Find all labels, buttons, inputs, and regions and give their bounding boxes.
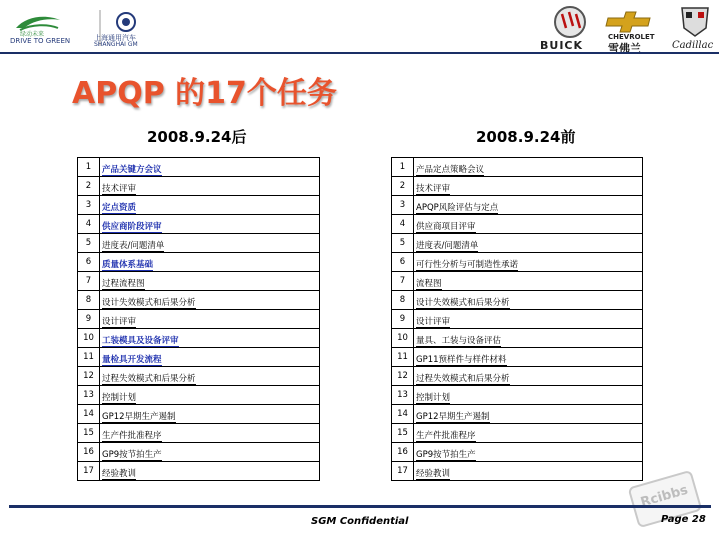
table-row [78,405,320,424]
task-number: 1 [392,158,414,177]
tasks-before-table [391,157,643,481]
task-number: 16 [392,443,414,462]
task-cell [414,462,643,481]
task-cell [100,424,320,443]
buick-label: BUICK [540,39,584,52]
table-row [78,443,320,462]
task-number: 5 [392,234,414,253]
task-name: 控制计划 [102,393,137,403]
table-row [392,196,643,215]
task-number: 15 [392,424,414,443]
task-name: 工装模具及设备评审 [102,336,179,346]
task-number: 3 [392,196,414,215]
task-number: 4 [78,215,100,234]
buick-emblem-icon [555,7,585,37]
table-row [78,158,320,177]
task-number: 2 [392,177,414,196]
task-name: 控制计划 [416,393,451,403]
table-row [78,386,320,405]
task-name: 过程失效模式和后果分析 [102,374,196,384]
table-row [78,424,320,443]
right-heading: 2008.9.24前 [476,128,576,146]
task-cell [100,272,320,291]
task-cell [414,310,643,329]
table-row [78,462,320,481]
table-row [392,158,643,177]
table-row [78,196,320,215]
task-number: 6 [392,253,414,272]
task-name: 流程图 [416,279,442,289]
chevrolet-cn-label: 雪佛兰 [608,42,641,55]
task-number: 7 [392,272,414,291]
table-row [78,272,320,291]
task-cell [100,462,320,481]
task-cell [100,443,320,462]
task-number: 12 [392,367,414,386]
table-row [78,329,320,348]
task-number: 6 [78,253,100,272]
task-name: 经验教训 [102,469,137,479]
task-number: 4 [392,215,414,234]
task-cell [414,405,643,424]
table-row [392,386,643,405]
table-row [392,443,643,462]
task-name: 供应商阶段评审 [102,222,162,232]
task-cell [100,177,320,196]
task-name: 生产件批准程序 [102,431,162,441]
svg-text:绿动未来: 绿动未来 [20,31,45,38]
task-cell [100,386,320,405]
task-cell [100,329,320,348]
task-cell [100,405,320,424]
cadillac-label: Cadillac [672,40,714,51]
task-number: 17 [392,462,414,481]
task-cell [414,177,643,196]
task-cell [100,196,320,215]
task-number: 14 [392,405,414,424]
task-name: 产品定点策略会议 [416,165,485,175]
chevrolet-label: CHEVROLET [608,33,655,41]
task-number: 11 [78,348,100,367]
task-number: 7 [78,272,100,291]
task-name: 技术评审 [102,184,137,194]
table-row [392,462,643,481]
task-name: 质量体系基础 [102,260,154,270]
left-heading: 2008.9.24后 [147,128,247,146]
task-name: 量检具开发流程 [102,355,162,365]
task-cell [414,272,643,291]
task-number: 10 [392,329,414,348]
task-cell [414,215,643,234]
task-cell [414,424,643,443]
task-number: 11 [392,348,414,367]
task-number: 5 [78,234,100,253]
task-cell [414,291,643,310]
task-cell [414,386,643,405]
header-rule [0,52,719,54]
task-number: 3 [78,196,100,215]
table-row [392,291,643,310]
shanghai-gm-en-text: SHANGHAI GM [94,41,138,48]
task-cell [414,348,643,367]
task-cell [414,329,643,348]
footer-rule [9,505,711,508]
page-title: APQP 的17个任务 [72,76,337,111]
task-cell [414,367,643,386]
task-name: GP9按节拍生产 [102,450,162,460]
task-cell [100,310,320,329]
table-row [78,215,320,234]
task-cell [100,291,320,310]
task-name: GP9按节拍生产 [416,450,476,460]
task-name: 产品关键方会议 [102,165,162,175]
task-cell [100,215,320,234]
task-cell [414,253,643,272]
table-row [78,253,320,272]
task-name: GP11预样件与样件材料 [416,355,507,365]
task-name: 设计评审 [102,317,137,327]
task-name: 量具、工装与设备评估 [416,336,502,346]
table-row [78,367,320,386]
task-cell [414,234,643,253]
task-cell [414,196,643,215]
task-number: 17 [78,462,100,481]
task-cell [100,234,320,253]
task-name: GP12早期生产遏制 [416,412,490,422]
table-row [392,253,643,272]
table-row [392,310,643,329]
table-row [78,348,320,367]
task-number: 2 [78,177,100,196]
table-row [78,310,320,329]
task-name: 经验教训 [416,469,451,479]
chevrolet-bowtie-icon [606,12,650,32]
table-row [392,215,643,234]
task-number: 10 [78,329,100,348]
task-cell [100,158,320,177]
task-number: 12 [78,367,100,386]
task-name: 生产件批准程序 [416,431,476,441]
task-number: 16 [78,443,100,462]
task-cell [100,253,320,272]
task-name: GP12早期生产遏制 [102,412,176,422]
task-number: 13 [78,386,100,405]
table-row [78,234,320,253]
task-name: 过程流程图 [102,279,145,289]
watermark-stamp: Rcibbs [627,470,702,529]
task-number: 9 [78,310,100,329]
task-name: 进度表/问题清单 [102,241,165,251]
task-name: 设计失效模式和后果分析 [102,298,196,308]
task-name: APQP风险评估与定点 [416,203,499,213]
task-number: 9 [392,310,414,329]
task-number: 14 [78,405,100,424]
task-name: 设计失效模式和后果分析 [416,298,510,308]
confidential-label: SGM Confidential [311,516,409,527]
task-number: 13 [392,386,414,405]
task-name: 供应商项目评审 [416,222,476,232]
task-cell [414,158,643,177]
task-number: 8 [78,291,100,310]
task-number: 1 [78,158,100,177]
table-row [392,348,643,367]
table-row [392,424,643,443]
task-name: 进度表/问题清单 [416,241,479,251]
task-name: 过程失效模式和后果分析 [416,374,510,384]
drive-to-green-text: DRIVE TO GREEN [10,37,71,45]
task-name: 可行性分析与可制造性承诺 [416,260,519,270]
table-row [392,234,643,253]
table-row [392,367,643,386]
table-row [392,329,643,348]
task-name: 定点资质 [102,203,137,213]
tasks-after-table [77,157,320,481]
table-row [392,405,643,424]
page-number: Page 28 [661,514,706,525]
shanghai-gm-cn-text: 上海通用汽车 [94,34,136,42]
task-name: 设计评审 [416,317,451,327]
task-cell [100,367,320,386]
table-row [78,291,320,310]
table-row [78,177,320,196]
task-cell [100,348,320,367]
cadillac-crest-icon [682,8,708,36]
task-number: 8 [392,291,414,310]
task-number: 15 [78,424,100,443]
task-cell [414,443,643,462]
left-logos [8,6,158,48]
table-row [392,177,643,196]
brand-logos [540,2,718,55]
table-row [392,272,643,291]
task-name: 技术评审 [416,184,451,194]
